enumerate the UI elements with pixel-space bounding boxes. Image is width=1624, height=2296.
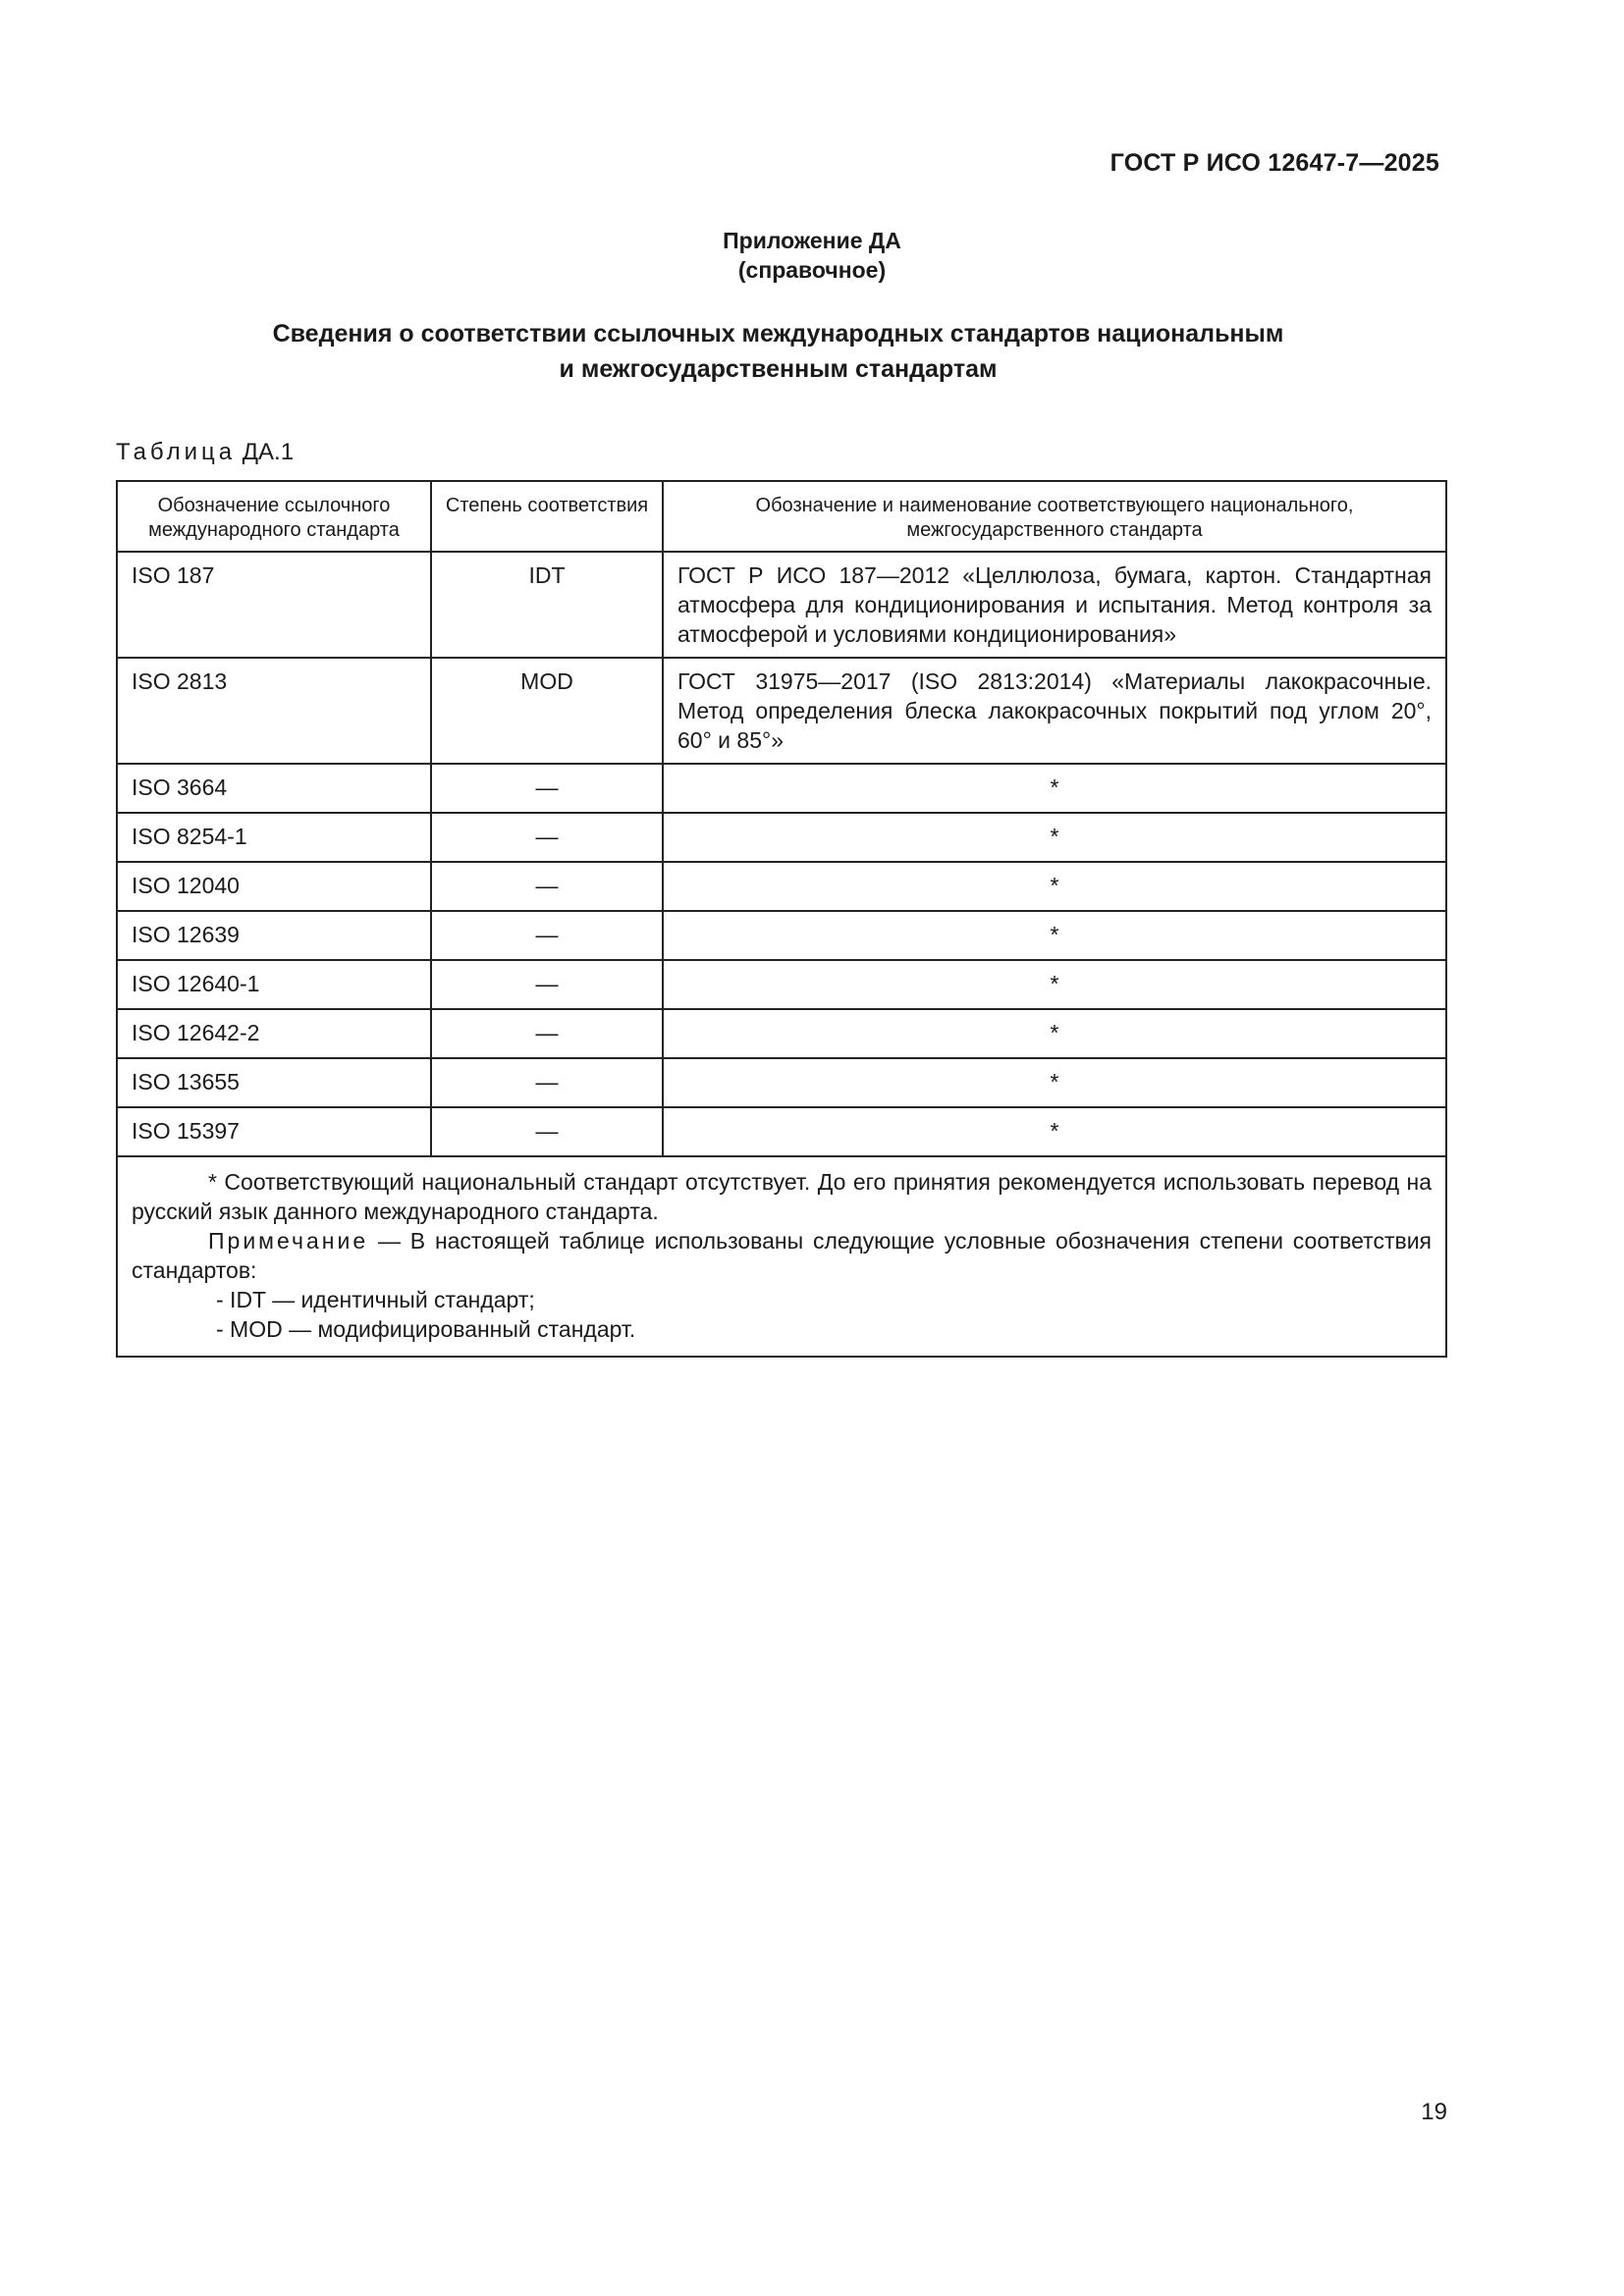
header-national: Обозначение и наименование соответствующего национального, межгосударственного стандарта	[663, 481, 1446, 552]
cell-national: *	[663, 1107, 1446, 1156]
cell-reference: ISO 3664	[117, 764, 431, 813]
cell-degree: IDT	[431, 552, 663, 658]
cell-national: *	[663, 960, 1446, 1009]
cell-reference: ISO 15397	[117, 1107, 431, 1156]
cell-national: *	[663, 764, 1446, 813]
section-title-line-2: и межгосударственным стандартам	[559, 355, 998, 383]
cell-national: ГОСТ 31975—2017 (ISO 2813:2014) «Материалы лакокрасочные. Метод определения блеска лакокрасочных покрытий под углом 20°, 60° и 85°»	[663, 658, 1446, 764]
table-footnote-cell	[117, 1156, 1446, 1357]
annex-title: Приложение ДА	[723, 228, 901, 253]
section-title-line-1: Сведения о соответствии ссылочных международных стандартов национальным	[272, 320, 1284, 347]
cell-national: *	[663, 1058, 1446, 1107]
cell-reference: ISO 12640-1	[117, 960, 431, 1009]
table-row	[117, 1009, 1446, 1058]
cell-reference: ISO 12639	[117, 911, 431, 960]
document-code: ГОСТ Р ИСО 12647-7—2025	[1110, 149, 1439, 177]
note-text: — В настоящей таблице использованы следующие условные обозначения степени соответствия стандартов:	[132, 1228, 1432, 1283]
cell-reference: ISO 8254-1	[117, 813, 431, 862]
legend-item-idt: - IDT — идентичный стандарт;	[216, 1287, 535, 1312]
cell-degree: —	[431, 911, 663, 960]
header-reference: Обозначение ссылочного международного стандарта	[117, 481, 431, 552]
annex-heading	[0, 226, 1624, 285]
annex-subtitle: (справочное)	[737, 257, 887, 283]
table-row	[117, 911, 1446, 960]
cell-degree: —	[431, 813, 663, 862]
table-label-word: Таблица	[116, 439, 237, 465]
table-row	[117, 1107, 1446, 1156]
correspondence-table	[116, 480, 1447, 1358]
table-label	[116, 439, 294, 466]
table-row	[117, 764, 1446, 813]
table-label-number: ДА.1	[242, 439, 295, 465]
cell-national: *	[663, 911, 1446, 960]
cell-reference: ISO 13655	[117, 1058, 431, 1107]
table-row	[117, 658, 1446, 764]
cell-degree: —	[431, 1107, 663, 1156]
footnote-text: * Соответствующий национальный стандарт отсутствует. До его принятия рекомендуется использовать перевод на русский язык данного международного стандарта.	[132, 1169, 1432, 1224]
header-degree: Степень соответствия	[431, 481, 663, 552]
cell-degree: —	[431, 1058, 663, 1107]
legend-item-mod: - MOD — модифицированный стандарт.	[216, 1316, 636, 1342]
table-footnote-row	[117, 1156, 1446, 1357]
table-header-row	[117, 481, 1446, 552]
cell-reference: ISO 2813	[117, 658, 431, 764]
table-row	[117, 862, 1446, 911]
cell-national: ГОСТ Р ИСО 187—2012 «Целлюлоза, бумага, картон. Стандартная атмосфера для кондиционирования и испытания. Метод контроля за атмосферой и условиями кондиционирования»	[663, 552, 1446, 658]
cell-degree: —	[431, 960, 663, 1009]
cell-national: *	[663, 813, 1446, 862]
cell-degree: —	[431, 764, 663, 813]
table-row	[117, 1058, 1446, 1107]
table-row	[117, 552, 1446, 658]
section-title	[118, 316, 1438, 387]
cell-degree: —	[431, 862, 663, 911]
table-row	[117, 960, 1446, 1009]
cell-reference: ISO 12642-2	[117, 1009, 431, 1058]
cell-degree: MOD	[431, 658, 663, 764]
note-label: Примечание	[208, 1228, 369, 1254]
cell-reference: ISO 187	[117, 552, 431, 658]
cell-reference: ISO 12040	[117, 862, 431, 911]
cell-national: *	[663, 862, 1446, 911]
table-row	[117, 813, 1446, 862]
cell-national: *	[663, 1009, 1446, 1058]
page-number: 19	[1421, 2099, 1447, 2125]
cell-degree: —	[431, 1009, 663, 1058]
note-paragraph	[132, 1226, 1432, 1285]
